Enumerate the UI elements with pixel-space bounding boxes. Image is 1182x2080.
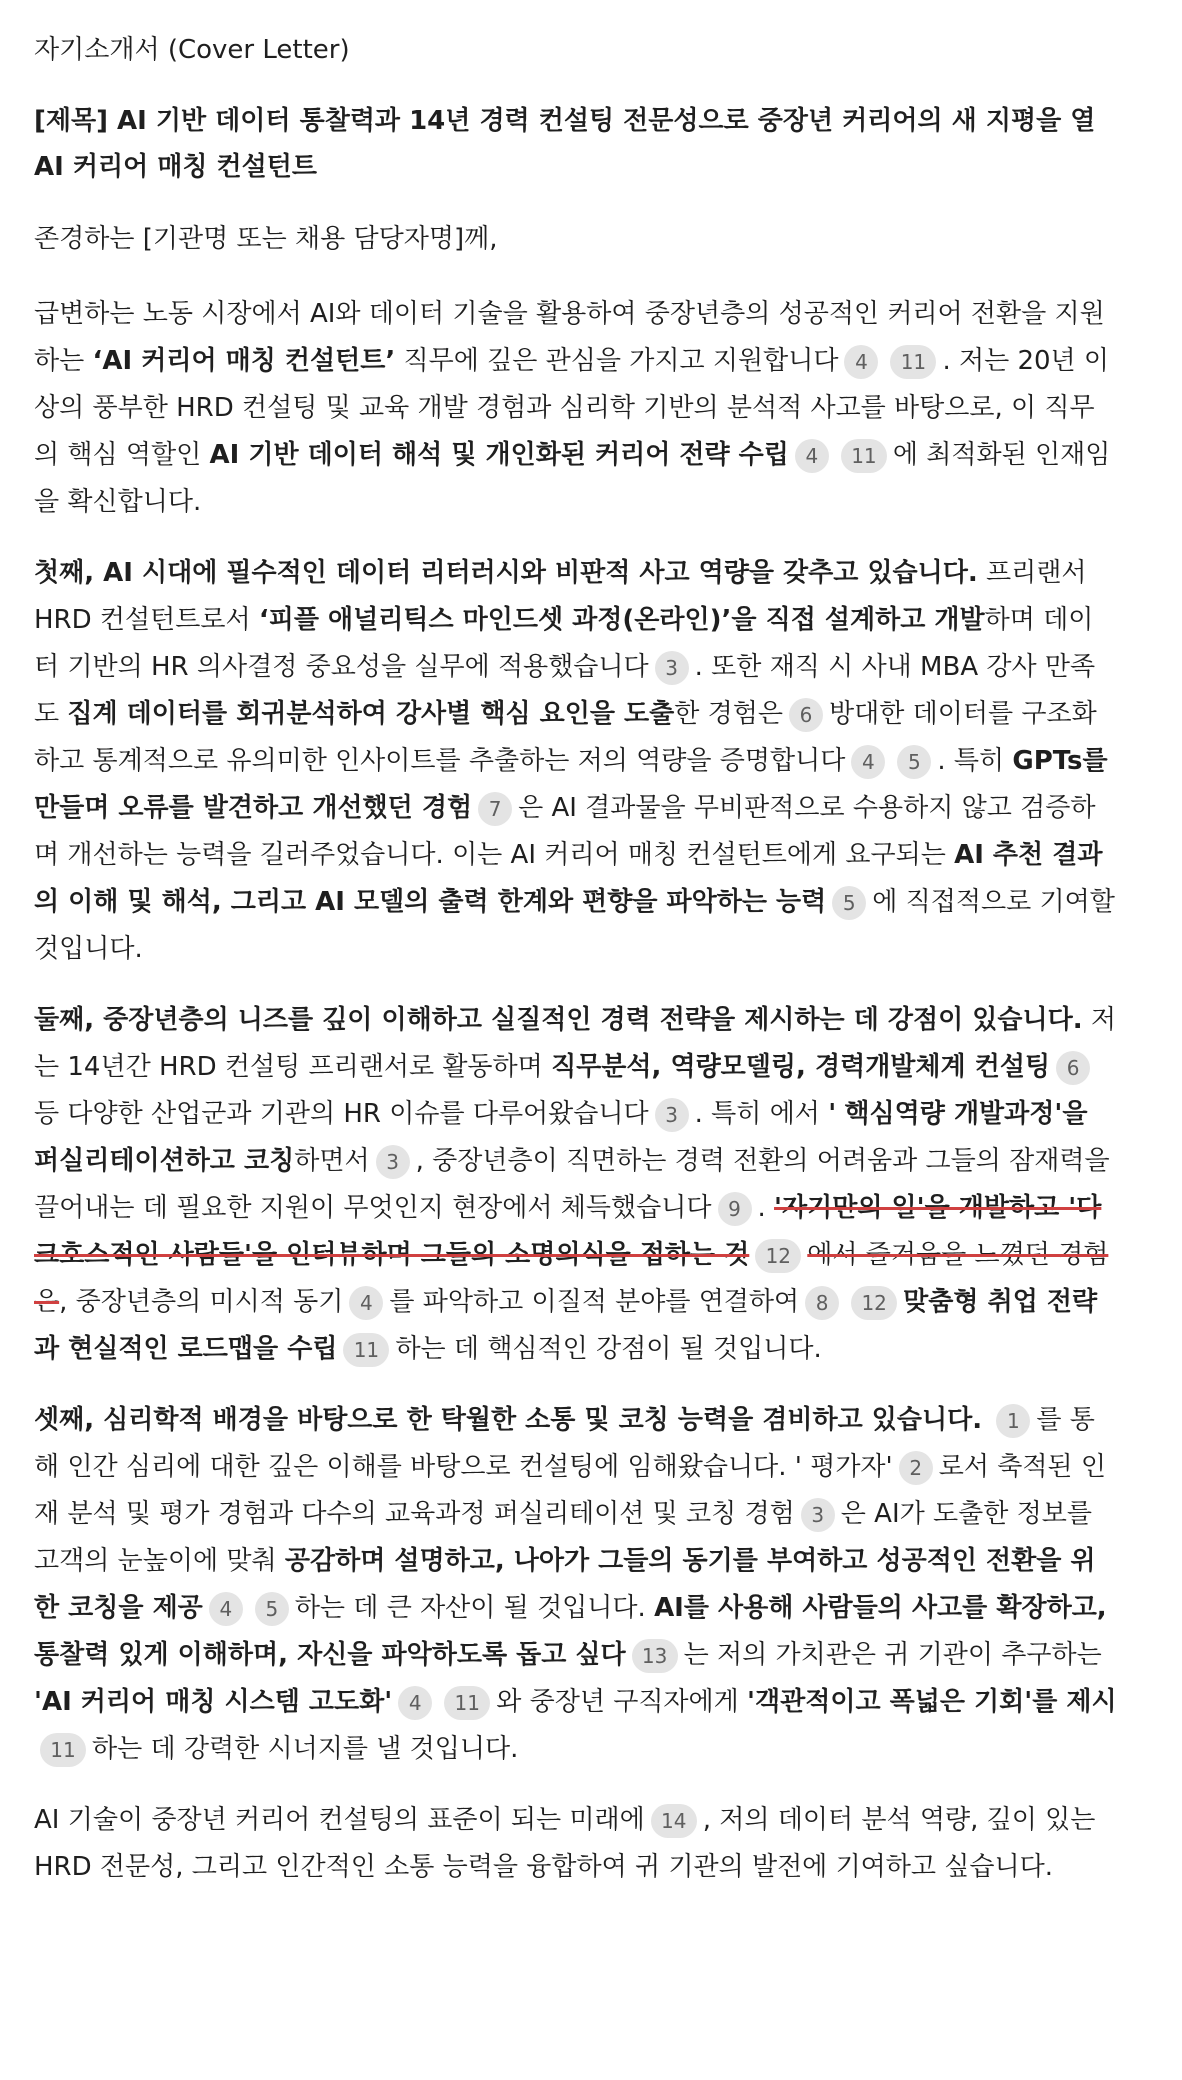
- body-text: , 저의 데이터 분석 역량, 깊이 있는 HRD 전문성, 그리고 인간적인 소통 능력을 융합하여 귀 기관의 발전에 기여하고 싶습니다.: [34, 1805, 1096, 1882]
- bold-text: 집계 데이터를 회귀분석하여 강사별 핵심 요인을 도출: [67, 699, 675, 729]
- redacted-text: [802, 1452, 810, 1482]
- citation-badge[interactable]: 3: [801, 1498, 835, 1532]
- body-text: . 특히: [937, 746, 1013, 776]
- body-text: 급변하는 노동 시장에서 AI와 데이터 기술을 활용하여 중장년층의 성공적인 커리어 전환을 지원하는: [34, 299, 1105, 376]
- citation-badge[interactable]: 2: [899, 1451, 933, 1485]
- body-text: 한 경험은: [674, 699, 783, 729]
- bold-text: '객관적이고 폭넓은 기회'를 제시: [747, 1687, 1117, 1717]
- citation-badge[interactable]: 11: [841, 439, 887, 473]
- citation-badge[interactable]: 3: [655, 1098, 689, 1132]
- body-text: 하는 데 핵심적인 강점이 될 것입니다.: [395, 1334, 822, 1364]
- body-text: 은 AI 결과물을 무비판적으로 수용하지 않고 검증하며 개선하는 능력을 길러주었습니다. 이는 AI 커리어 매칭 컨설턴트에게 요구되는: [34, 793, 1096, 870]
- body-text: 하며 데이터 기반의 HR 의사결정 중요성을 실무에 적용했습니다: [34, 605, 1094, 682]
- bold-text: AI를 사용해 사람들의 사고를 확장하고, 통찰력 있게 이해하며, 자신을 파악하도록 돕고 싶다: [34, 1593, 1107, 1670]
- body-text: 와 중장년 구직자에게: [496, 1687, 748, 1717]
- body-text: 에 직접적으로 기여할 것입니다.: [34, 887, 1115, 964]
- citation-badge[interactable]: 11: [890, 345, 936, 379]
- body-text: 를 통해 인간 심리에 대한 깊은 이해를 바탕으로 컨설팅에 임해왔습니다. ': [34, 1405, 1095, 1482]
- citation-badge[interactable]: 6: [789, 698, 823, 732]
- body-text: , 중장년층이 직면하는 경력 전환의 어려움과 그들의 잠재력을 끌어내는 데 필요한 지원이 무엇인지 현장에서 체득했습니다: [34, 1146, 1110, 1223]
- body-text: [982, 1405, 990, 1435]
- body-text: 에서: [769, 1099, 829, 1129]
- body-text: 하는 데 큰 자산이 될 것입니다.: [294, 1593, 655, 1623]
- body-text: , 중장년층의 미시적 동기: [59, 1287, 344, 1317]
- body-text: . 저는 20년 이상의 풍부한 HRD 컨설팅 및 교육 개발 경험과 심리학 기반의 분석적 사고를 바탕으로, 이 직무의 핵심 역할인: [34, 346, 1110, 470]
- citation-badge[interactable]: 4: [795, 439, 829, 473]
- paragraph-closing: [34, 1797, 1118, 1891]
- citation-badge[interactable]: 6: [1056, 1051, 1090, 1085]
- cover-letter-title: [제목] AI 기반 데이터 통찰력과 14년 경력 컨설팅 전문성으로 중장년 커리어의 새 지평을 열 AI 커리어 매칭 컨설턴트: [34, 106, 1096, 182]
- bold-strikethrough-text: '자기만의 일'을 개발하고 '다크호스적인 사람들'을 인터뷰하며 그들의 소명의식을 접하는 것: [34, 1193, 1102, 1270]
- bold-text: GPTs를 만들며 오류를 발견하고 개선했던 경험: [34, 746, 1108, 823]
- citation-badge[interactable]: 7: [478, 792, 512, 826]
- body-text: 평가자': [810, 1452, 893, 1482]
- bold-text: 첫째, AI 시대에 필수적인 데이터 리터러시와 비판적 사고 역량을 갖추고 있습니다.: [34, 558, 978, 588]
- citation-badge[interactable]: 4: [844, 345, 878, 379]
- document-type-label: 자기소개서 (Cover Letter): [34, 35, 350, 65]
- citation-badge[interactable]: 5: [832, 886, 866, 920]
- body-text: 프리랜서 HRD 컨설턴트로서: [34, 558, 1087, 635]
- bold-text: AI 기반 데이터 해석 및 개인화된 커리어 전략 수립: [209, 440, 789, 470]
- bold-text: ‘AI 커리어 매칭 컨설턴트’: [92, 346, 396, 376]
- body-text: AI 기술이 중장년 커리어 컨설팅의 표준이 되는 미래에: [34, 1805, 645, 1835]
- citation-badge[interactable]: 12: [755, 1239, 801, 1273]
- bold-text: 직무분석, 역량모델링, 경력개발체계 컨설팅: [551, 1052, 1051, 1082]
- body-text: 는 저의 가치관은 귀 기관이 추구하는: [683, 1640, 1102, 1670]
- citation-badge[interactable]: 4: [851, 745, 885, 779]
- body-text: 등 다양한 산업군과 기관의 HR 이슈를 다루어왔습니다: [34, 1099, 649, 1129]
- citation-badge[interactable]: 4: [349, 1286, 383, 1320]
- body-text: 를 파악하고 이질적 분야를 연결하여: [389, 1287, 800, 1317]
- citation-badge[interactable]: 4: [398, 1686, 432, 1720]
- citation-badge[interactable]: 4: [209, 1592, 243, 1626]
- bold-text: 공감하며 설명하고, 나아가 그들의 동기를 부여하고 성공적인 전환을 위한 코칭을 제공: [34, 1546, 1096, 1623]
- citation-badge[interactable]: 14: [651, 1804, 697, 1838]
- bold-text: 둘째, 중장년층의 니즈를 깊이 이해하고 실질적인 경력 전략을 제시하는 데 강점이 있습니다.: [34, 1005, 1083, 1035]
- body-text: 로서 축적된 인재 분석 및 평가 경험과 다수의 교육과정 퍼실리테이션 및 코칭 경험: [34, 1452, 1106, 1529]
- bold-text: ‘피플 애널리틱스 마인드셋 과정(온라인)’을 직접 설계하고 개발: [258, 605, 985, 635]
- paragraph-intro: [34, 291, 1118, 526]
- body-text: 은 AI가 도출한 정보를 고객의 눈높이에 맞춰: [34, 1499, 1092, 1576]
- body-text: 하면서: [294, 1146, 370, 1176]
- citation-badge[interactable]: 11: [444, 1686, 490, 1720]
- body-text: . 또한: [694, 652, 770, 682]
- strikethrough-text: 에서 즐거움을 느꼈던 경험은: [34, 1240, 1109, 1317]
- bold-text: AI 추천 결과의 이해 및 해석, 그리고 AI 모델의 출력 한계와 편향을 파악하는 능력: [34, 840, 1103, 917]
- body-text: 재직 시 사내 MBA 강사 만족도: [34, 652, 1096, 729]
- body-text: 방대한 데이터를 구조화하고 통계적으로 유의미한 인사이트를 추출하는 저의 역량을 증명합니다: [34, 699, 1097, 776]
- bold-text: ': [828, 1099, 837, 1129]
- bold-text: 'AI 커리어 매칭 시스템 고도화': [34, 1687, 393, 1717]
- paragraph-third-strength: [34, 1397, 1118, 1773]
- citation-badge[interactable]: 3: [376, 1145, 410, 1179]
- paragraph-second-strength: [34, 997, 1118, 1373]
- citation-badge[interactable]: 11: [343, 1333, 389, 1367]
- body-text: 에 최적화된 인재임을 확신합니다.: [34, 440, 1111, 517]
- citation-badge[interactable]: 9: [718, 1192, 752, 1226]
- body-text: 저는 14년간 HRD 컨설팅 프리랜서로 활동하며: [34, 1005, 1117, 1082]
- bold-text: 맞춤형 취업 전략과 현실적인 로드맵을 수립: [34, 1287, 1098, 1364]
- citation-badge[interactable]: 13: [632, 1639, 678, 1673]
- bold-text: 핵심역량 개발과정'을 퍼실리테이션하고 코칭: [34, 1099, 1088, 1176]
- citation-badge[interactable]: 1: [996, 1404, 1030, 1438]
- citation-badge[interactable]: 5: [897, 745, 931, 779]
- body-text: 하는 데 강력한 시너지를 낼 것입니다.: [92, 1734, 519, 1764]
- citation-badge[interactable]: 8: [805, 1286, 839, 1320]
- greeting: 존경하는 [기관명 또는 채용 담당자명]께,: [34, 224, 498, 254]
- bold-text: 셋째, 심리학적 배경을 바탕으로 한 탁월한 소통 및 코칭 능력을 겸비하고 있습니다.: [34, 1405, 983, 1435]
- citation-badge[interactable]: 11: [40, 1733, 86, 1767]
- body-text: 직무에 깊은 관심을 가지고 지원합니다: [395, 346, 839, 376]
- citation-badge[interactable]: 12: [851, 1286, 897, 1320]
- body-text: .: [757, 1193, 775, 1223]
- paragraph-first-strength: [34, 550, 1118, 973]
- citation-badge[interactable]: 5: [255, 1592, 289, 1626]
- citation-badge[interactable]: 3: [655, 651, 689, 685]
- body-text: . 특히: [694, 1099, 770, 1129]
